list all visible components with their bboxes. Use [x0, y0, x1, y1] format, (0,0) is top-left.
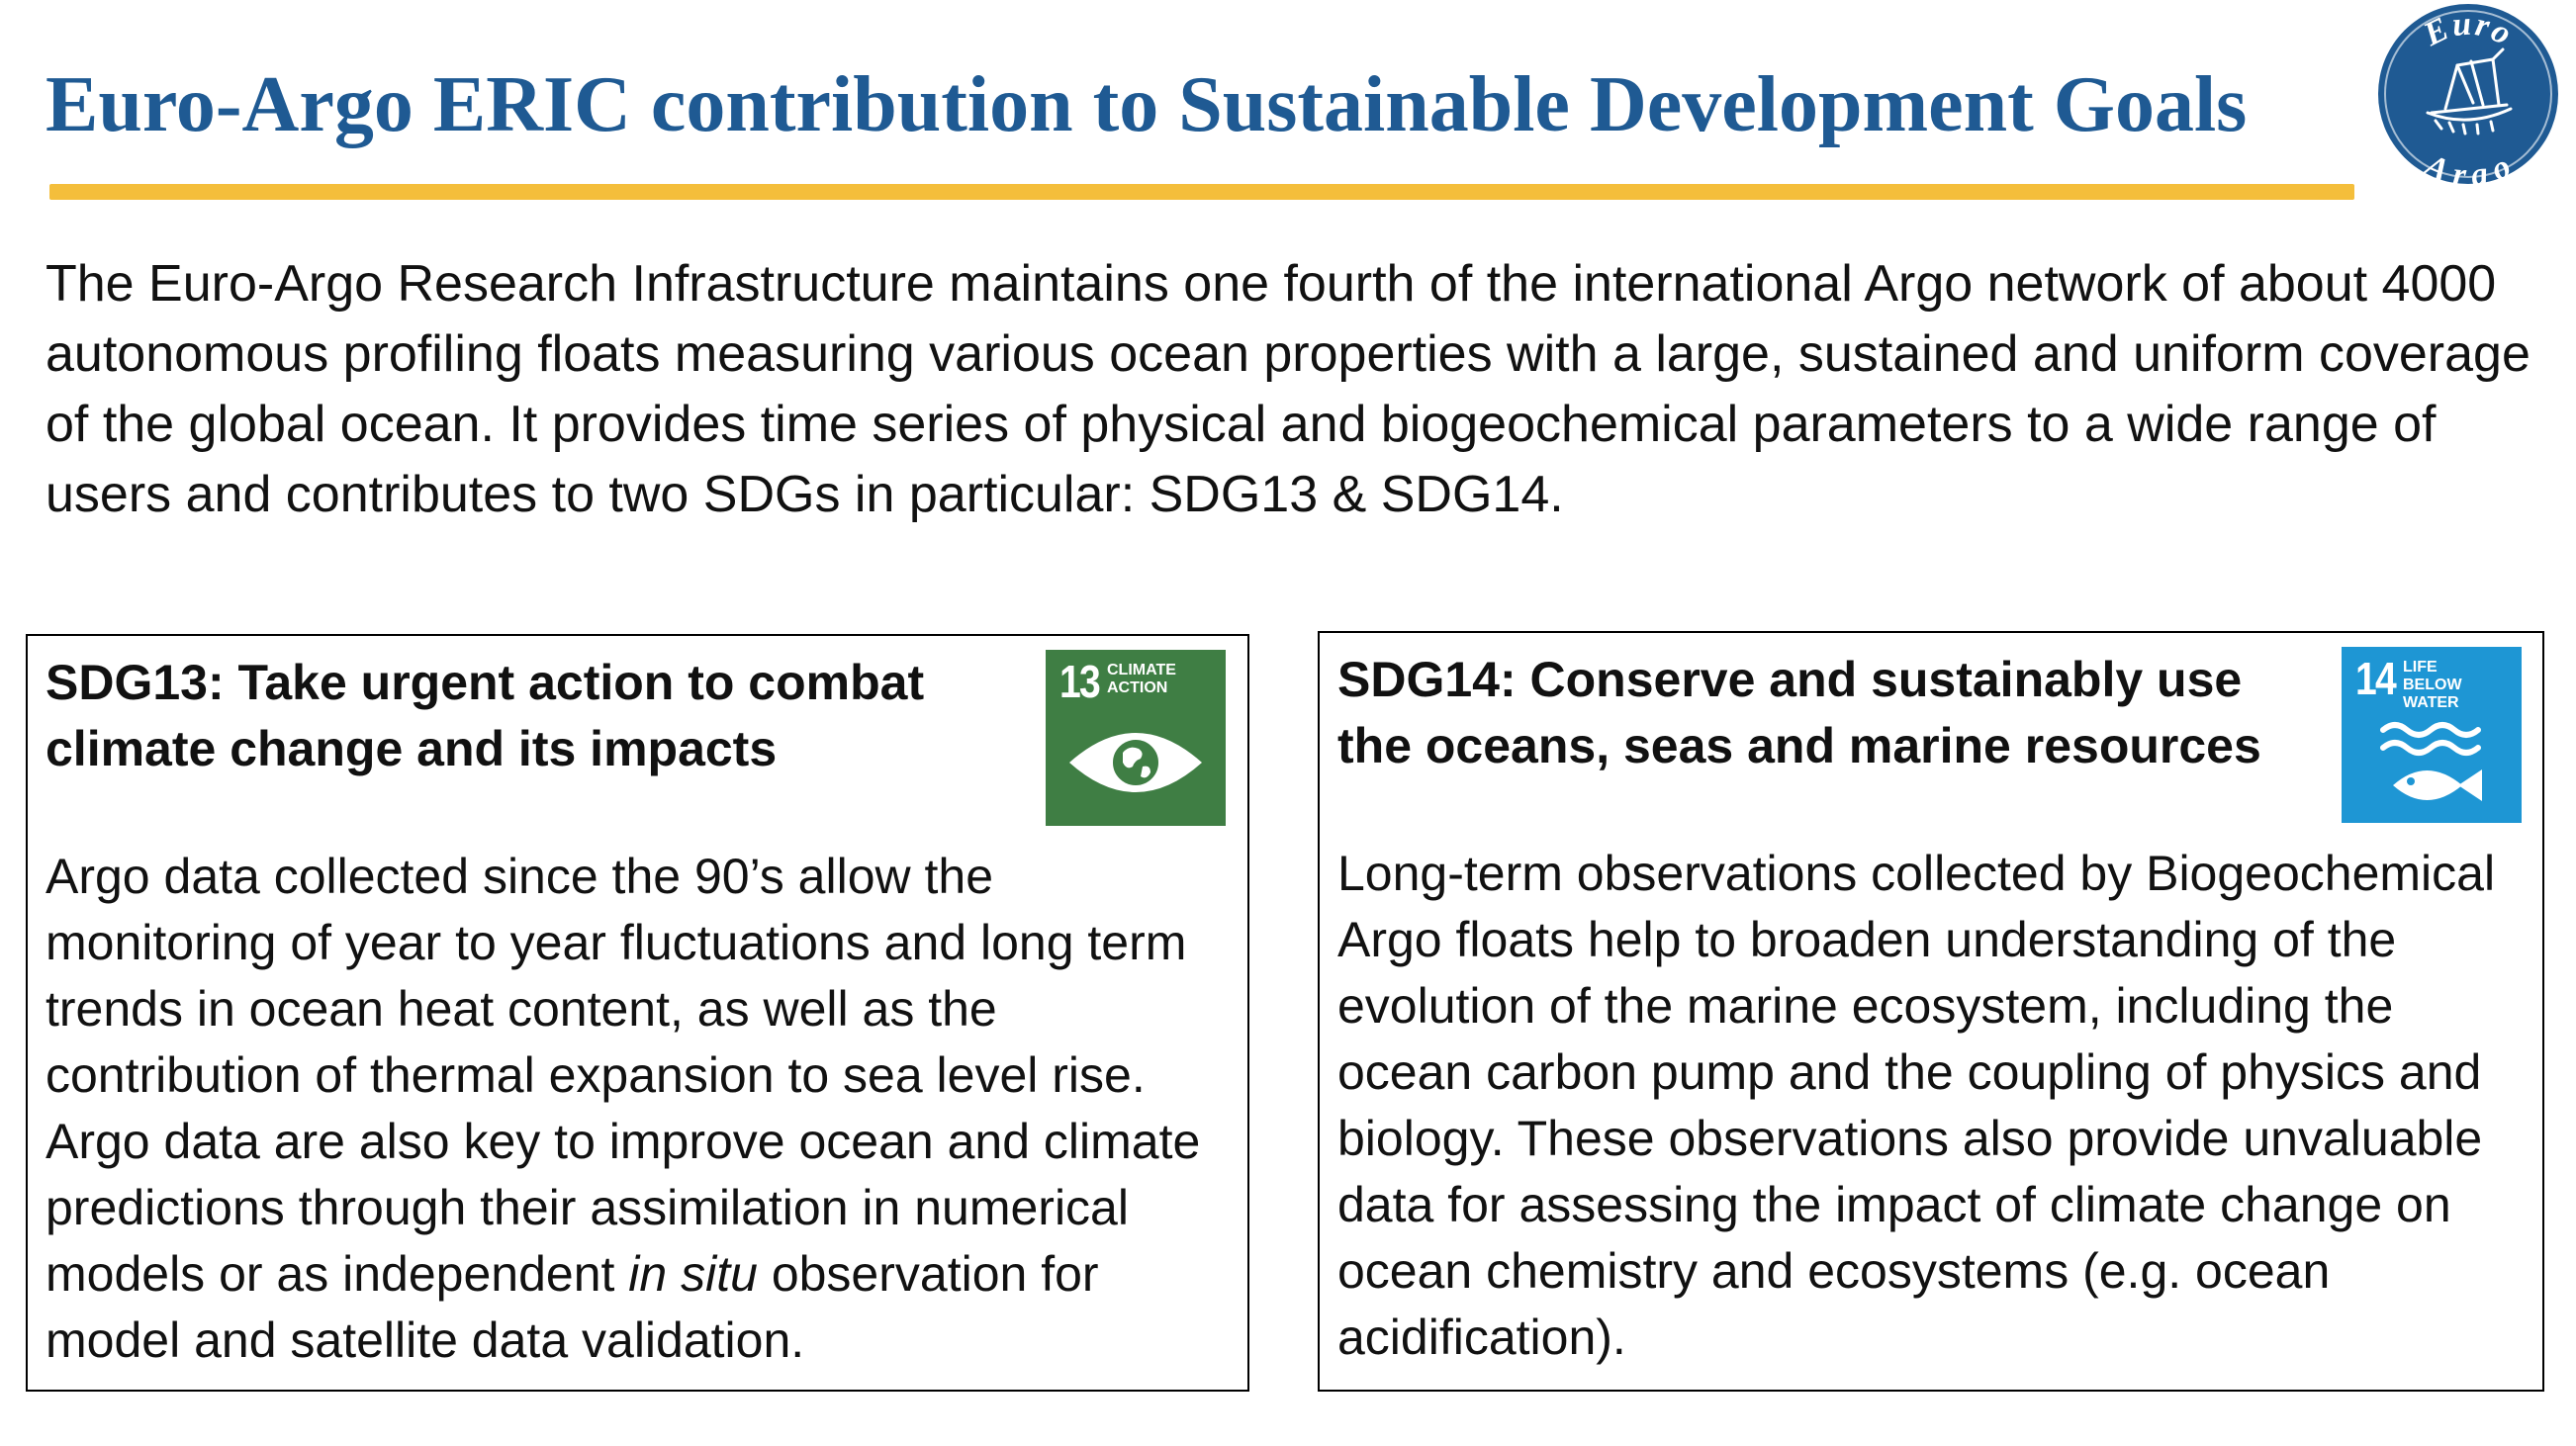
- sdg14-body: Long-term observations collected by Biogeochemical Argo floats help to broaden understanding of the evolution of the marine ecosystem, including the ocean carbon pump and the coupling of physics and biology. These observations also provide unvaluable data for assessing the impact of climate change on ocean chemistry and ecosystems (e.g. ocean acidification).: [1337, 846, 2496, 1365]
- sdg14-heading: SDG14: Conserve and sustainably use the oceans, seas and marine resources: [1337, 652, 2261, 773]
- sdg14-icon-label: LIFE BELOW WATER: [2403, 659, 2462, 711]
- sdg13-body: [46, 844, 1233, 1374]
- sdg14-card: [1318, 631, 2544, 1392]
- sdg13-card: [26, 634, 1249, 1392]
- sdg13-icon-number: 13: [1059, 656, 1100, 707]
- intro-paragraph: The Euro-Argo Research Infrastructure maintains one fourth of the international Argo network of about 4000 autonomous profiling floats measuring various ocean properties with a large, sustained and uniform coverage of the global ocean. It provides time series of physical and biogeochemical parameters to a wide range of users and contributes to two SDGs in particular: SDG13 & SDG14.: [46, 255, 2530, 523]
- logo-top-text: Euro: [2418, 5, 2520, 54]
- page-title: Euro-Argo ERIC contribution to Sustainable Development Goals: [46, 61, 2248, 148]
- title-underline-rule: [49, 184, 2354, 200]
- euro-argo-logo-icon: [2376, 2, 2560, 186]
- sdg13-body-italic: in situ: [628, 1246, 758, 1302]
- sdg13-body-text-end: observation for model and satellite data validation.: [46, 1246, 1099, 1368]
- climate-action-eye-icon: [1046, 650, 1226, 826]
- life-below-water-fish-icon: [2342, 647, 2522, 823]
- sdg13-heading: SDG13: Take urgent action to combat climate change and its impacts: [46, 655, 925, 776]
- sdg13-icon-label: CLIMATE ACTION: [1107, 662, 1176, 696]
- sdg13-body-text: Argo data collected since the 90’s allow the monitoring of year to year fluctuations and long term trends in ocean heat content, as well as the contribution of thermal expansion to sea level rise. Argo data are also key to improve ocean and climate predictions through their assimilation in numerical models or as independent: [46, 849, 1201, 1302]
- sdg14-icon-number: 14: [2355, 653, 2396, 704]
- logo-bottom-text: Argo: [2419, 147, 2519, 186]
